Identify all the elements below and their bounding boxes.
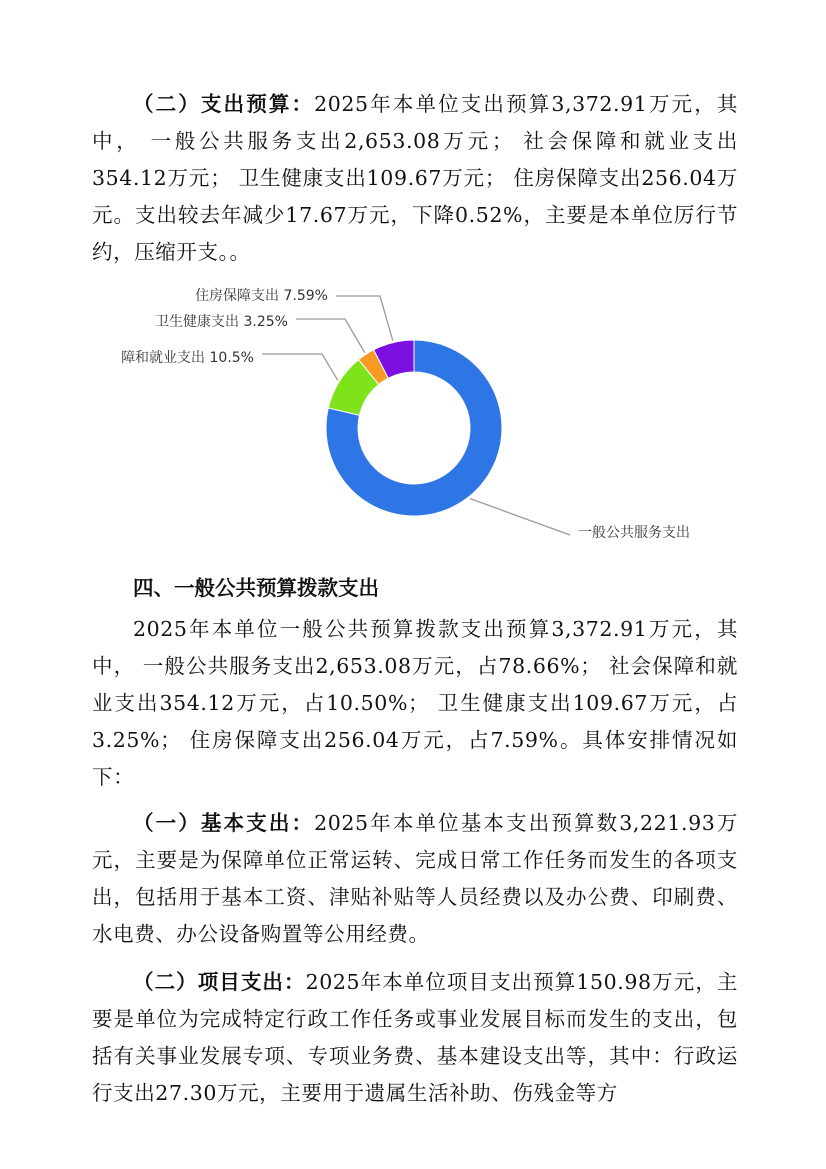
slice-label-3: 卫生健康支出 3.25%	[155, 314, 288, 330]
slice-label-2: 障和就业支出 10.5%	[121, 350, 254, 366]
expenditure-budget-paragraph	[92, 86, 738, 271]
leader-line-3	[296, 319, 365, 353]
leader-line-2	[262, 354, 338, 380]
basic-expenditure-text: 2025年本单位基本支出预算数3,221.93万元，主要是为保障单位正常运转、完成日常工作任务而发生的各项支出，包括用于基本工资、津贴补贴等人员经费以及办公费、印刷费、水电费、办公设备购置等公用经费。	[92, 811, 738, 946]
leader-line-4	[336, 296, 393, 341]
project-expenditure-paragraph	[92, 964, 738, 1112]
basic-expenditure-lead: （一）基本支出：	[133, 811, 315, 835]
section-four-paragraph: 2025年本单位一般公共预算拨款支出预算3,372.91万元，其中， 一般公共服务支出2,653.08万元，占78.66%； 社会保障和就业支出354.12万元，占10.50%； 卫生健康支出109.67万元，占3.25%； 住房保障支出256.04万元，占7.59%。具体安排情况如下：	[92, 617, 738, 789]
expenditure-budget-text: 2025年本单位支出预算3,372.91万元，其中， 一般公共服务支出2,653.08万元； 社会保障和就业支出354.12万元； 卫生健康支出109.67万元； 住房保障支出256.04万元。支出较去年减少17.67万元，下降0.52%，主要是本单位厉行节约，压缩开支。。	[92, 92, 738, 264]
expenditure-donut-chart	[0, 280, 826, 550]
section-four-heading: 四、一般公共预算拨款支出	[133, 576, 379, 600]
slice-label-4: 住房保障支出 7.59%	[195, 288, 328, 304]
project-expenditure-lead: （二）项目支出：	[133, 970, 306, 994]
basic-expenditure-paragraph	[92, 805, 738, 953]
project-expenditure-text: 2025年本单位项目支出预算150.98万元，主要是单位为完成特定行政工作任务或事业发展目标而发生的支出，包括有关事业发展专项、专项业务费、基本建设支出等，其中：行政运行支出27.30万元，主要用于遗属生活补助、伤残金等方	[92, 970, 738, 1105]
slice-label-1: 一般公共服务支出	[578, 525, 690, 541]
expenditure-budget-lead: （二）支出预算：	[133, 92, 315, 116]
leader-line-1	[470, 499, 570, 535]
